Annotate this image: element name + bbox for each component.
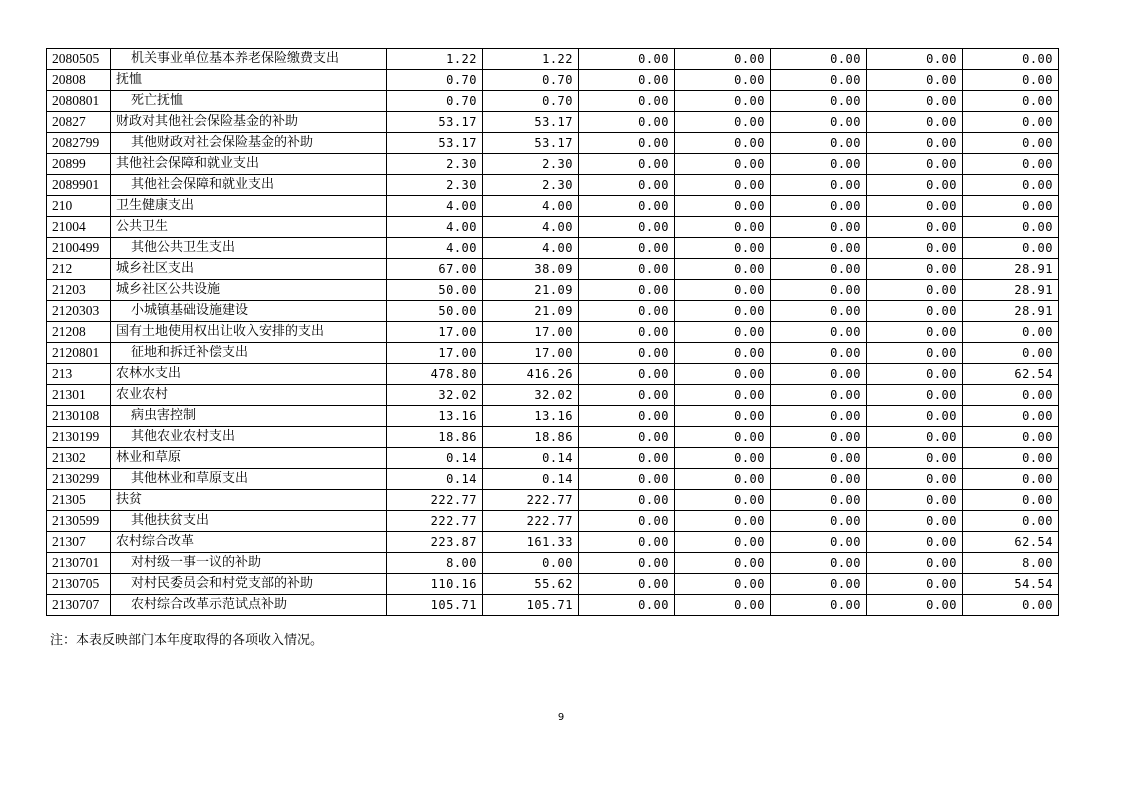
amount-cell: 50.00	[387, 301, 483, 322]
amount-cell: 0.00	[867, 301, 963, 322]
amount-cell: 0.00	[771, 595, 867, 616]
table-row	[47, 238, 1059, 259]
subject-name-cell: 城乡社区支出	[111, 259, 387, 280]
amount-cell: 0.00	[963, 112, 1059, 133]
subject-name-cell: 城乡社区公共设施	[111, 280, 387, 301]
amount-cell: 17.00	[387, 343, 483, 364]
amount-cell: 0.00	[771, 448, 867, 469]
subject-name-cell: 林业和草原	[111, 448, 387, 469]
subject-name-cell: 农业农村	[111, 385, 387, 406]
amount-cell: 0.00	[579, 448, 675, 469]
amount-cell: 0.70	[387, 91, 483, 112]
amount-cell: 0.00	[675, 112, 771, 133]
amount-cell: 0.00	[867, 196, 963, 217]
amount-cell: 0.00	[963, 238, 1059, 259]
amount-cell: 8.00	[963, 553, 1059, 574]
amount-cell: 18.86	[387, 427, 483, 448]
amount-cell: 62.54	[963, 364, 1059, 385]
amount-cell: 0.00	[771, 427, 867, 448]
amount-cell: 13.16	[387, 406, 483, 427]
amount-cell: 0.00	[867, 238, 963, 259]
subject-code-cell: 213	[47, 364, 111, 385]
amount-cell: 0.00	[867, 553, 963, 574]
amount-cell: 0.00	[771, 532, 867, 553]
subject-name-cell: 其他扶贫支出	[111, 511, 387, 532]
subject-name-cell: 征地和拆迁补偿支出	[111, 343, 387, 364]
table-row	[47, 49, 1059, 70]
amount-cell: 17.00	[483, 343, 579, 364]
amount-cell: 0.00	[675, 301, 771, 322]
amount-cell: 0.00	[963, 133, 1059, 154]
amount-cell: 4.00	[483, 238, 579, 259]
amount-cell: 4.00	[483, 217, 579, 238]
subject-name-cell: 小城镇基础设施建设	[111, 301, 387, 322]
amount-cell: 0.00	[867, 91, 963, 112]
amount-cell: 0.00	[675, 280, 771, 301]
amount-cell: 0.00	[579, 574, 675, 595]
amount-cell: 0.00	[867, 385, 963, 406]
amount-cell: 416.26	[483, 364, 579, 385]
subject-code-cell: 2130108	[47, 406, 111, 427]
amount-cell: 0.00	[771, 511, 867, 532]
amount-cell: 0.00	[771, 49, 867, 70]
amount-cell: 32.02	[483, 385, 579, 406]
amount-cell: 0.00	[675, 469, 771, 490]
subject-code-cell: 2130599	[47, 511, 111, 532]
amount-cell: 0.00	[963, 511, 1059, 532]
amount-cell: 50.00	[387, 280, 483, 301]
amount-cell: 53.17	[387, 112, 483, 133]
table-row	[47, 595, 1059, 616]
amount-cell: 0.00	[963, 406, 1059, 427]
amount-cell: 4.00	[483, 196, 579, 217]
amount-cell: 67.00	[387, 259, 483, 280]
amount-cell: 0.00	[771, 406, 867, 427]
subject-name-cell: 农村综合改革	[111, 532, 387, 553]
amount-cell: 0.00	[867, 343, 963, 364]
table-row	[47, 343, 1059, 364]
amount-cell: 2.30	[387, 154, 483, 175]
amount-cell: 0.00	[963, 448, 1059, 469]
amount-cell: 28.91	[963, 259, 1059, 280]
amount-cell: 1.22	[483, 49, 579, 70]
amount-cell: 0.00	[579, 364, 675, 385]
subject-name-cell: 对村民委员会和村党支部的补助	[111, 574, 387, 595]
amount-cell: 0.00	[675, 595, 771, 616]
subject-code-cell: 212	[47, 259, 111, 280]
subject-code-cell: 2130199	[47, 427, 111, 448]
subject-code-cell: 21203	[47, 280, 111, 301]
amount-cell: 0.00	[675, 70, 771, 91]
subject-code-cell: 2130299	[47, 469, 111, 490]
amount-cell: 222.77	[483, 511, 579, 532]
amount-cell: 0.00	[867, 406, 963, 427]
amount-cell: 0.00	[867, 112, 963, 133]
amount-cell: 2.30	[387, 175, 483, 196]
table-row	[47, 322, 1059, 343]
amount-cell: 0.00	[771, 196, 867, 217]
amount-cell: 0.00	[579, 70, 675, 91]
amount-cell: 28.91	[963, 301, 1059, 322]
amount-cell: 0.00	[579, 154, 675, 175]
subject-code-cell: 21208	[47, 322, 111, 343]
amount-cell: 0.00	[771, 280, 867, 301]
amount-cell: 0.00	[963, 343, 1059, 364]
subject-name-cell: 扶贫	[111, 490, 387, 511]
subject-name-cell: 死亡抚恤	[111, 91, 387, 112]
amount-cell: 0.00	[963, 49, 1059, 70]
amount-cell: 0.70	[387, 70, 483, 91]
amount-cell: 222.77	[483, 490, 579, 511]
amount-cell: 0.14	[483, 469, 579, 490]
amount-cell: 0.00	[867, 322, 963, 343]
amount-cell: 0.00	[675, 259, 771, 280]
subject-code-cell: 2120801	[47, 343, 111, 364]
amount-cell: 0.00	[963, 91, 1059, 112]
amount-cell: 0.00	[579, 112, 675, 133]
table-row	[47, 196, 1059, 217]
amount-cell: 0.00	[963, 70, 1059, 91]
amount-cell: 0.00	[771, 385, 867, 406]
amount-cell: 105.71	[483, 595, 579, 616]
amount-cell: 0.00	[675, 553, 771, 574]
amount-cell: 0.00	[579, 238, 675, 259]
subject-code-cell: 20827	[47, 112, 111, 133]
amount-cell: 0.00	[579, 490, 675, 511]
page-number: 9	[557, 712, 565, 723]
subject-name-cell: 公共卫生	[111, 217, 387, 238]
amount-cell: 0.00	[579, 427, 675, 448]
amount-cell: 0.00	[579, 49, 675, 70]
amount-cell: 0.00	[963, 322, 1059, 343]
table-row	[47, 217, 1059, 238]
table-body	[47, 49, 1059, 616]
amount-cell: 0.00	[867, 154, 963, 175]
amount-cell: 4.00	[387, 217, 483, 238]
amount-cell: 21.09	[483, 280, 579, 301]
subject-code-cell: 2089901	[47, 175, 111, 196]
subject-name-cell: 其他农业农村支出	[111, 427, 387, 448]
budget-table	[46, 48, 1059, 616]
amount-cell: 0.00	[963, 427, 1059, 448]
table-row	[47, 385, 1059, 406]
amount-cell: 0.00	[675, 133, 771, 154]
table-row	[47, 133, 1059, 154]
amount-cell: 0.70	[483, 91, 579, 112]
amount-cell: 0.70	[483, 70, 579, 91]
subject-code-cell: 21305	[47, 490, 111, 511]
amount-cell: 0.00	[579, 280, 675, 301]
amount-cell: 0.00	[867, 490, 963, 511]
table-note: 注：本表反映部门本年度取得的各项收入情况。	[50, 633, 324, 648]
amount-cell: 2.30	[483, 154, 579, 175]
amount-cell: 0.00	[675, 532, 771, 553]
table-row	[47, 448, 1059, 469]
amount-cell: 0.00	[771, 322, 867, 343]
amount-cell: 0.00	[579, 511, 675, 532]
table-row	[47, 511, 1059, 532]
subject-code-cell: 20808	[47, 70, 111, 91]
amount-cell: 4.00	[387, 196, 483, 217]
table-row	[47, 301, 1059, 322]
amount-cell: 0.00	[675, 406, 771, 427]
amount-cell: 0.00	[771, 217, 867, 238]
amount-cell: 28.91	[963, 280, 1059, 301]
amount-cell: 0.00	[675, 511, 771, 532]
subject-code-cell: 2080801	[47, 91, 111, 112]
amount-cell: 0.00	[675, 175, 771, 196]
amount-cell: 0.00	[867, 280, 963, 301]
amount-cell: 4.00	[387, 238, 483, 259]
amount-cell: 0.00	[771, 154, 867, 175]
subject-code-cell: 21301	[47, 385, 111, 406]
amount-cell: 0.00	[771, 343, 867, 364]
amount-cell: 0.00	[867, 595, 963, 616]
amount-cell: 54.54	[963, 574, 1059, 595]
amount-cell: 0.00	[963, 469, 1059, 490]
amount-cell: 0.00	[675, 238, 771, 259]
amount-cell: 0.00	[867, 469, 963, 490]
amount-cell: 0.00	[771, 574, 867, 595]
amount-cell: 0.00	[579, 196, 675, 217]
subject-code-cell: 2100499	[47, 238, 111, 259]
subject-code-cell: 20899	[47, 154, 111, 175]
amount-cell: 0.00	[675, 385, 771, 406]
amount-cell: 0.00	[771, 553, 867, 574]
table-row	[47, 553, 1059, 574]
table-row	[47, 280, 1059, 301]
amount-cell: 0.00	[771, 70, 867, 91]
subject-name-cell: 国有土地使用权出让收入安排的支出	[111, 322, 387, 343]
amount-cell: 0.00	[867, 364, 963, 385]
amount-cell: 0.00	[579, 301, 675, 322]
subject-name-cell: 卫生健康支出	[111, 196, 387, 217]
table-row	[47, 364, 1059, 385]
amount-cell: 0.00	[771, 490, 867, 511]
amount-cell: 0.00	[771, 364, 867, 385]
amount-cell: 0.14	[483, 448, 579, 469]
amount-cell: 0.00	[675, 574, 771, 595]
amount-cell: 0.00	[963, 175, 1059, 196]
amount-cell: 17.00	[387, 322, 483, 343]
amount-cell: 0.00	[579, 385, 675, 406]
subject-code-cell: 2130705	[47, 574, 111, 595]
amount-cell: 17.00	[483, 322, 579, 343]
amount-cell: 0.00	[579, 343, 675, 364]
amount-cell: 105.71	[387, 595, 483, 616]
table-row	[47, 469, 1059, 490]
amount-cell: 18.86	[483, 427, 579, 448]
amount-cell: 0.00	[867, 448, 963, 469]
amount-cell: 0.14	[387, 448, 483, 469]
amount-cell: 0.00	[867, 532, 963, 553]
amount-cell: 0.00	[867, 574, 963, 595]
amount-cell: 0.00	[675, 448, 771, 469]
amount-cell: 0.00	[675, 364, 771, 385]
amount-cell: 0.00	[867, 175, 963, 196]
amount-cell: 222.77	[387, 490, 483, 511]
subject-name-cell: 病虫害控制	[111, 406, 387, 427]
amount-cell: 222.77	[387, 511, 483, 532]
amount-cell: 0.00	[675, 196, 771, 217]
subject-code-cell: 2130707	[47, 595, 111, 616]
subject-name-cell: 其他财政对社会保险基金的补助	[111, 133, 387, 154]
subject-name-cell: 其他林业和草原支出	[111, 469, 387, 490]
amount-cell: 0.00	[867, 217, 963, 238]
subject-code-cell: 2080505	[47, 49, 111, 70]
amount-cell: 0.00	[963, 490, 1059, 511]
amount-cell: 478.80	[387, 364, 483, 385]
amount-cell: 0.00	[579, 175, 675, 196]
amount-cell: 0.00	[771, 133, 867, 154]
amount-cell: 0.00	[771, 259, 867, 280]
amount-cell: 0.00	[579, 217, 675, 238]
amount-cell: 0.00	[579, 91, 675, 112]
table-row	[47, 70, 1059, 91]
amount-cell: 0.00	[867, 259, 963, 280]
amount-cell: 0.14	[387, 469, 483, 490]
amount-cell: 0.00	[963, 595, 1059, 616]
subject-code-cell: 2082799	[47, 133, 111, 154]
amount-cell: 0.00	[675, 217, 771, 238]
amount-cell: 0.00	[867, 49, 963, 70]
table-row	[47, 112, 1059, 133]
table-row	[47, 406, 1059, 427]
amount-cell: 55.62	[483, 574, 579, 595]
amount-cell: 0.00	[771, 91, 867, 112]
subject-code-cell: 2120303	[47, 301, 111, 322]
amount-cell: 0.00	[867, 511, 963, 532]
amount-cell: 0.00	[675, 322, 771, 343]
amount-cell: 0.00	[483, 553, 579, 574]
amount-cell: 0.00	[579, 133, 675, 154]
amount-cell: 38.09	[483, 259, 579, 280]
subject-name-cell: 农村综合改革示范试点补助	[111, 595, 387, 616]
amount-cell: 0.00	[675, 490, 771, 511]
amount-cell: 0.00	[579, 469, 675, 490]
subject-name-cell: 农林水支出	[111, 364, 387, 385]
table-row	[47, 490, 1059, 511]
amount-cell: 0.00	[675, 427, 771, 448]
amount-cell: 110.16	[387, 574, 483, 595]
amount-cell: 0.00	[579, 532, 675, 553]
subject-name-cell: 其他公共卫生支出	[111, 238, 387, 259]
amount-cell: 0.00	[579, 595, 675, 616]
amount-cell: 0.00	[579, 259, 675, 280]
amount-cell: 0.00	[867, 427, 963, 448]
table-row	[47, 574, 1059, 595]
amount-cell: 0.00	[579, 322, 675, 343]
table-row	[47, 532, 1059, 553]
table-row	[47, 154, 1059, 175]
subject-name-cell: 抚恤	[111, 70, 387, 91]
amount-cell: 8.00	[387, 553, 483, 574]
amount-cell: 0.00	[771, 238, 867, 259]
amount-cell: 161.33	[483, 532, 579, 553]
amount-cell: 2.30	[483, 175, 579, 196]
amount-cell: 53.17	[483, 133, 579, 154]
amount-cell: 0.00	[963, 154, 1059, 175]
subject-name-cell: 财政对其他社会保险基金的补助	[111, 112, 387, 133]
subject-code-cell: 210	[47, 196, 111, 217]
amount-cell: 53.17	[387, 133, 483, 154]
amount-cell: 21.09	[483, 301, 579, 322]
amount-cell: 0.00	[771, 112, 867, 133]
subject-name-cell: 机关事业单位基本养老保险缴费支出	[111, 49, 387, 70]
amount-cell: 0.00	[867, 133, 963, 154]
amount-cell: 62.54	[963, 532, 1059, 553]
amount-cell: 1.22	[387, 49, 483, 70]
subject-code-cell: 21302	[47, 448, 111, 469]
amount-cell: 0.00	[771, 301, 867, 322]
amount-cell: 0.00	[675, 154, 771, 175]
amount-cell: 0.00	[579, 406, 675, 427]
amount-cell: 0.00	[963, 385, 1059, 406]
amount-cell: 13.16	[483, 406, 579, 427]
amount-cell: 32.02	[387, 385, 483, 406]
subject-code-cell: 2130701	[47, 553, 111, 574]
subject-name-cell: 其他社会保障和就业支出	[111, 154, 387, 175]
table-row	[47, 259, 1059, 280]
subject-name-cell: 其他社会保障和就业支出	[111, 175, 387, 196]
amount-cell: 0.00	[867, 70, 963, 91]
table-row	[47, 427, 1059, 448]
amount-cell: 0.00	[771, 469, 867, 490]
amount-cell: 0.00	[675, 49, 771, 70]
amount-cell: 53.17	[483, 112, 579, 133]
subject-name-cell: 对村级一事一议的补助	[111, 553, 387, 574]
amount-cell: 0.00	[771, 175, 867, 196]
table-row	[47, 91, 1059, 112]
amount-cell: 0.00	[963, 196, 1059, 217]
amount-cell: 0.00	[675, 343, 771, 364]
amount-cell: 0.00	[675, 91, 771, 112]
amount-cell: 223.87	[387, 532, 483, 553]
amount-cell: 0.00	[579, 553, 675, 574]
amount-cell: 0.00	[963, 217, 1059, 238]
table-row	[47, 175, 1059, 196]
subject-code-cell: 21307	[47, 532, 111, 553]
subject-code-cell: 21004	[47, 217, 111, 238]
